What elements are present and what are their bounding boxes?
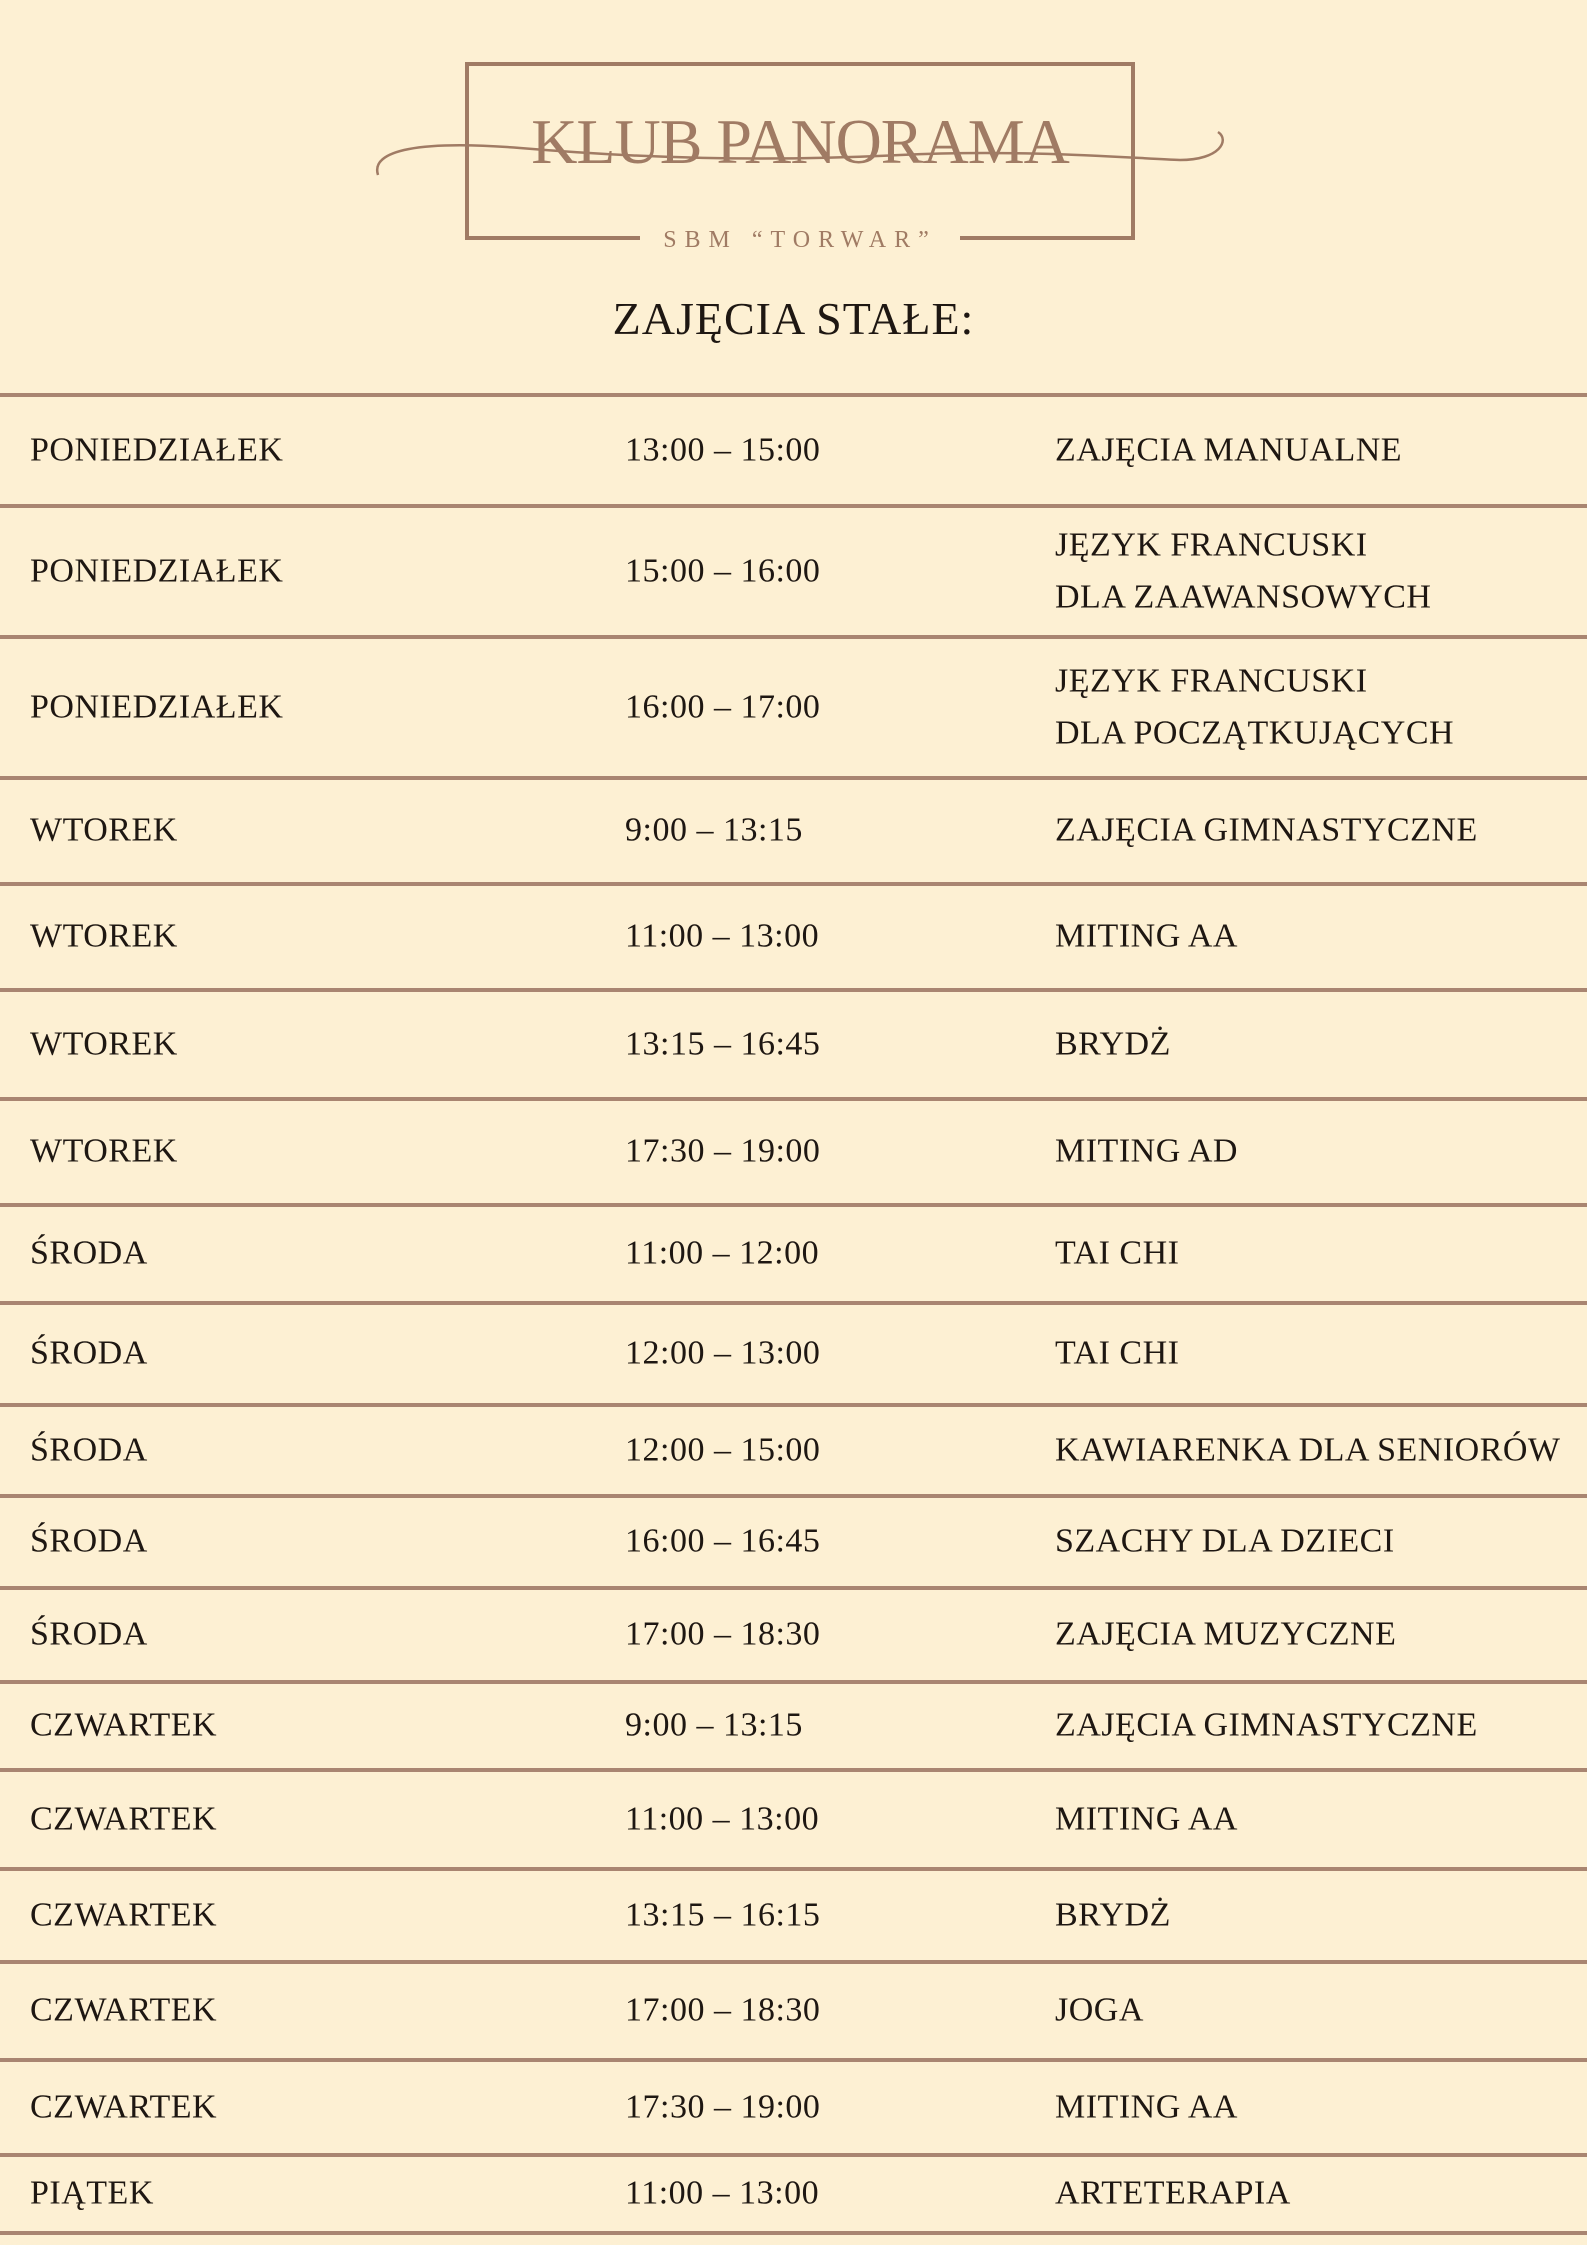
schedule-time: 16:00 – 17:00 — [625, 688, 821, 726]
schedule-activity — [1055, 424, 1402, 477]
schedule-time: 17:30 – 19:00 — [625, 2088, 821, 2126]
schedule-day: PIĄTEK — [30, 2174, 154, 2212]
page-title: ZAJĘCIA STAŁE: — [612, 293, 975, 344]
schedule-row — [0, 988, 1587, 1097]
schedule-day: CZWARTEK — [30, 1896, 218, 1934]
schedule-row — [0, 1680, 1587, 1768]
schedule-activity — [1055, 1424, 1561, 1477]
schedule-activity — [1055, 2168, 1291, 2221]
schedule-time: 16:00 – 16:45 — [625, 1522, 821, 1560]
schedule-activity — [1055, 911, 1238, 964]
schedule-activity-line: ZAJĘCIA MANUALNE — [1055, 431, 1403, 469]
schedule-day: WTOREK — [30, 1132, 178, 1170]
schedule-day: ŚRODA — [30, 1615, 148, 1653]
schedule-row — [0, 1960, 1587, 2058]
schedule-time: 13:15 – 16:45 — [625, 1025, 821, 1063]
schedule-time: 12:00 – 13:00 — [625, 1334, 821, 1372]
schedule-day: ŚRODA — [30, 1334, 148, 1372]
schedule-time: 11:00 – 12:00 — [625, 1234, 820, 1272]
schedule-time: 12:00 – 15:00 — [625, 1431, 821, 1469]
schedule-activity-line: ZAJĘCIA GIMNASTYCZNE — [1055, 811, 1478, 849]
schedule-day: ŚRODA — [30, 1522, 148, 1560]
schedule-table — [0, 393, 1587, 2235]
schedule-time: 11:00 – 13:00 — [625, 1800, 820, 1838]
schedule-activity — [1055, 805, 1478, 858]
schedule-activity-line: DLA ZAAWANSOWYCH — [1055, 578, 1432, 616]
schedule-activity-line: TAI CHI — [1055, 1234, 1180, 1272]
schedule-row — [0, 1494, 1587, 1586]
schedule-time: 9:00 – 13:15 — [625, 811, 803, 849]
schedule-activity — [1055, 2081, 1238, 2134]
schedule-time: 13:15 – 16:15 — [625, 1896, 821, 1934]
schedule-activity — [1055, 1018, 1171, 1071]
schedule-time: 11:00 – 13:00 — [625, 917, 820, 955]
schedule-row — [0, 1586, 1587, 1680]
schedule-activity — [1055, 1126, 1238, 1179]
schedule-row — [0, 2058, 1587, 2153]
schedule-activity — [1055, 1793, 1238, 1846]
schedule-row — [0, 1301, 1587, 1403]
schedule-activity — [1055, 1609, 1396, 1662]
schedule-row — [0, 776, 1587, 882]
schedule-day: WTOREK — [30, 811, 178, 849]
schedule-activity — [1055, 1328, 1179, 1381]
schedule-activity — [1055, 1700, 1478, 1753]
schedule-activity-line: KAWIARENKA DLA SENIORÓW — [1055, 1431, 1561, 1469]
schedule-time: 17:00 – 18:30 — [625, 1615, 821, 1653]
schedule-activity-line: MITING AA — [1055, 917, 1238, 955]
schedule-row — [0, 504, 1587, 635]
schedule-activity-line: ZAJĘCIA GIMNASTYCZNE — [1055, 1706, 1478, 1744]
schedule-activity-line: ZAJĘCIA MUZYCZNE — [1055, 1615, 1397, 1653]
schedule-activity-line: JOGA — [1055, 1991, 1144, 2029]
logo-subtitle: SBM “TORWAR” — [640, 228, 960, 252]
schedule-time: 15:00 – 16:00 — [625, 552, 821, 590]
schedule-time: 17:30 – 19:00 — [625, 1132, 821, 1170]
schedule-row — [0, 1097, 1587, 1203]
schedule-row — [0, 1768, 1587, 1867]
schedule-day: ŚRODA — [30, 1431, 148, 1469]
schedule-activity — [1055, 1889, 1171, 1942]
club-logo — [0, 0, 1587, 270]
schedule-row — [0, 393, 1587, 504]
schedule-activity-line: JĘZYK FRANCUSKI — [1055, 525, 1368, 563]
schedule-activity — [1055, 1985, 1144, 2038]
schedule-activity-line: DLA POCZĄTKUJĄCYCH — [1055, 714, 1455, 752]
schedule-time: 11:00 – 13:00 — [625, 2174, 820, 2212]
schedule-activity-line: SZACHY DLA DZIECI — [1055, 1522, 1395, 1560]
schedule-row — [0, 1867, 1587, 1960]
schedule-row — [0, 635, 1587, 776]
schedule-day: PONIEDZIAŁEK — [30, 552, 284, 590]
schedule-day: PONIEDZIAŁEK — [30, 431, 284, 469]
schedule-activity-line: BRYDŻ — [1055, 1896, 1171, 1934]
schedule-activity — [1055, 519, 1431, 624]
schedule-row — [0, 882, 1587, 988]
schedule-activity — [1055, 655, 1454, 760]
schedule-activity-line: TAI CHI — [1055, 1334, 1180, 1372]
schedule-row — [0, 1203, 1587, 1301]
schedule-time: 17:00 – 18:30 — [625, 1991, 821, 2029]
schedule-day: CZWARTEK — [30, 1991, 218, 2029]
schedule-row — [0, 1403, 1587, 1494]
schedule-activity-line: JĘZYK FRANCUSKI — [1055, 661, 1368, 699]
schedule-day: WTOREK — [30, 1025, 178, 1063]
schedule-activity — [1055, 1516, 1395, 1569]
logo-club-name: KLUB PANORAMA — [531, 106, 1069, 177]
schedule-time: 9:00 – 13:15 — [625, 1706, 803, 1744]
schedule-day: CZWARTEK — [30, 1800, 218, 1838]
schedule-day: CZWARTEK — [30, 1706, 218, 1744]
schedule-time: 13:00 – 15:00 — [625, 431, 821, 469]
schedule-activity-line: BRYDŻ — [1055, 1025, 1171, 1063]
schedule-activity-line: MITING AA — [1055, 1800, 1238, 1838]
schedule-activity-line: MITING AD — [1055, 1132, 1238, 1170]
schedule-activity — [1055, 1228, 1179, 1281]
schedule-day: PONIEDZIAŁEK — [30, 688, 284, 726]
schedule-day: WTOREK — [30, 917, 178, 955]
schedule-activity-line: ARTETERAPIA — [1055, 2174, 1291, 2212]
schedule-activity-line: MITING AA — [1055, 2088, 1238, 2126]
schedule-row — [0, 2153, 1587, 2235]
schedule-day: ŚRODA — [30, 1234, 148, 1272]
schedule-day: CZWARTEK — [30, 2088, 218, 2126]
